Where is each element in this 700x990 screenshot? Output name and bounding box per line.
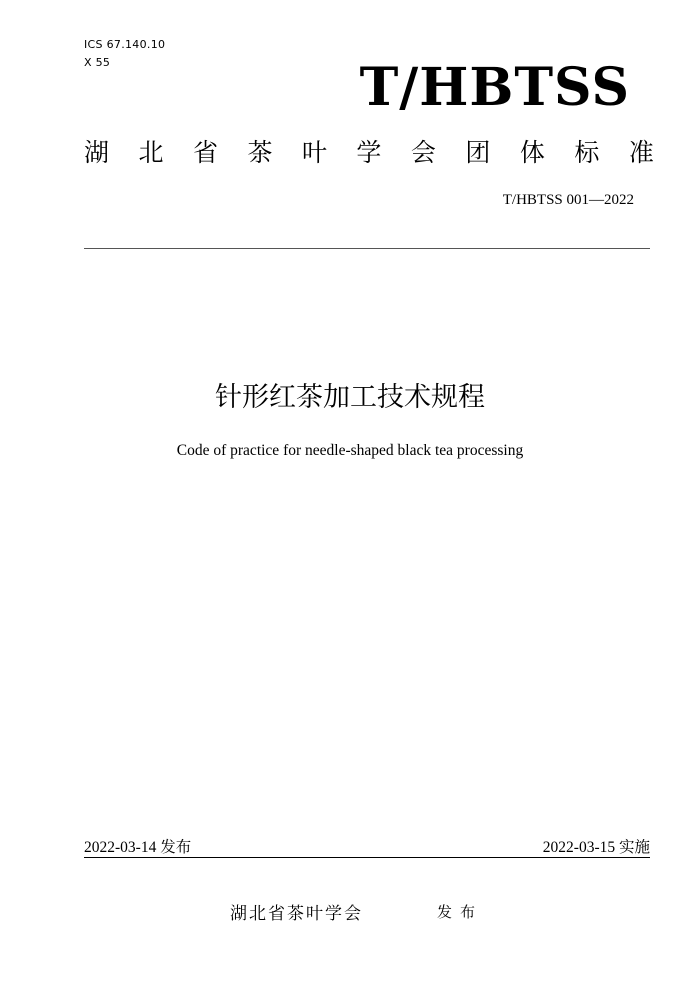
org-char: 学 [356,138,382,167]
org-char: 湖 [84,138,110,167]
title-english: Code of practice for needle-shaped black tea processing [176,442,524,459]
org-standard-heading [84,136,654,170]
classification-block [84,36,165,72]
org-char: 团 [465,138,491,167]
org-char: 北 [138,138,164,167]
effective-date: 2022-03-15 实施 [542,839,650,856]
org-char: 体 [519,138,545,167]
footer-divider [84,857,650,858]
ics-code: ICS 67.140.10 [84,38,166,51]
org-char: 叶 [301,138,327,167]
header-divider [84,248,650,249]
org-char: 茶 [247,138,273,167]
date-row [84,838,650,858]
issue-label: 发布 [437,903,484,921]
publish-date: 2022-03-14 发布 [84,839,192,856]
title-chinese: 针形红茶加工技术规程 [215,382,485,413]
standard-number: T/HBTSS 001—2022 [502,192,634,208]
class-code: X 55 [84,56,111,69]
org-char: 会 [410,138,436,167]
standard-brand: T/HBTSS [359,57,630,118]
org-char: 标 [574,138,600,167]
issuer-name: 湖北省茶叶学会 [230,904,363,924]
org-char: 省 [192,138,218,167]
org-char: 准 [628,138,654,167]
